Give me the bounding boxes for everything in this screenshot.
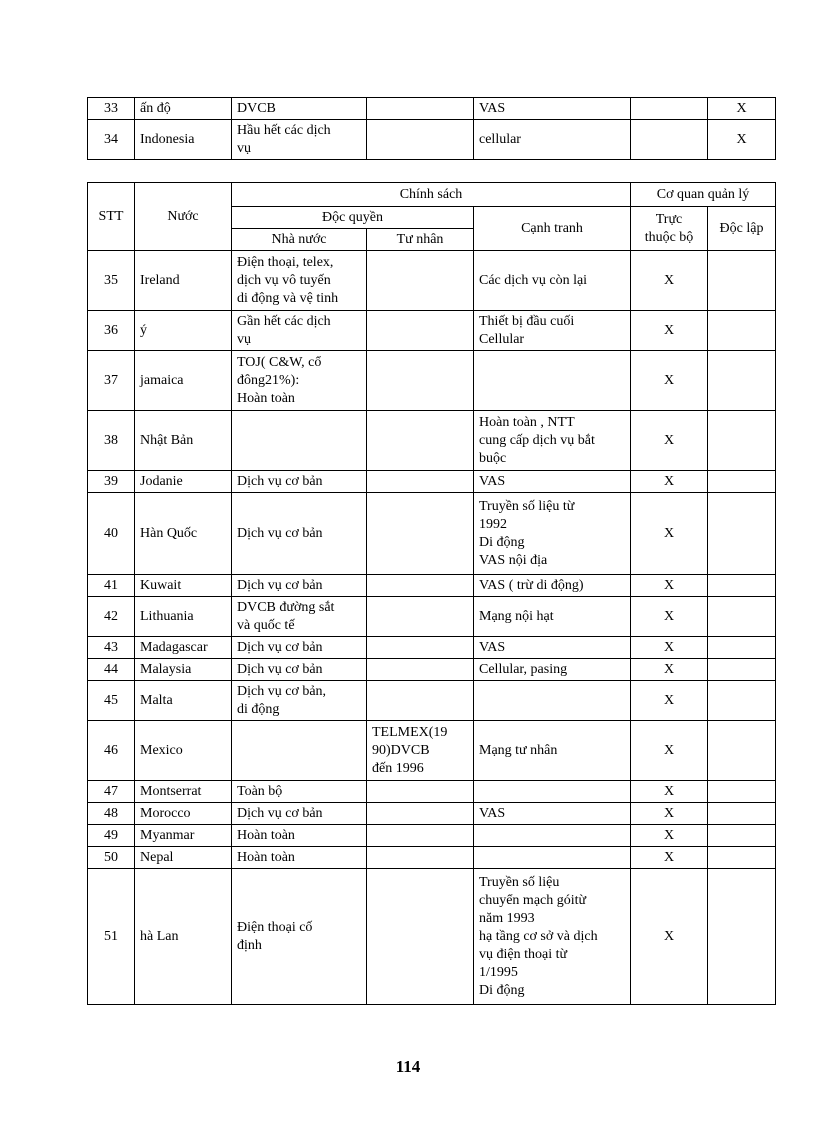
competition-cell: Thiết bị đầu cuối Cellular [474,311,631,351]
table-row [88,251,776,311]
stt-cell: 42 [88,597,135,637]
table-row [88,98,776,120]
competition-cell [474,825,631,847]
competition-cell [474,351,631,411]
table-row [88,471,776,493]
independent-cell [708,493,776,575]
private-monopoly-cell [367,825,474,847]
stt-cell: 49 [88,825,135,847]
ministry-cell: X [631,575,708,597]
independent-cell [708,681,776,721]
private-monopoly-cell: TELMEX(19 90)DVCB đến 1996 [367,721,474,781]
private-monopoly-cell [367,847,474,869]
table-row [88,869,776,1005]
ministry-cell [631,98,708,120]
stt-cell: 45 [88,681,135,721]
independent-cell [708,637,776,659]
private-monopoly-cell [367,471,474,493]
ministry-cell: X [631,597,708,637]
country-cell: Madagascar [135,637,232,659]
competition-cell: Các dịch vụ còn lại [474,251,631,311]
stt-cell: 33 [88,98,135,120]
country-cell: Ireland [135,251,232,311]
ministry-cell: X [631,781,708,803]
ministry-cell: X [631,471,708,493]
country-cell: Indonesia [135,120,232,160]
header-state: Nhà nước [232,229,367,251]
stt-cell: 44 [88,659,135,681]
state-monopoly-cell [232,721,367,781]
country-cell: Nhật Bản [135,411,232,471]
independent-cell: X [708,98,776,120]
state-monopoly-cell: DVCB [232,98,367,120]
state-monopoly-cell [232,411,367,471]
private-monopoly-cell [367,311,474,351]
state-monopoly-cell: Điện thoại, telex, dịch vụ vô tuyến di động và vệ tinh [232,251,367,311]
country-cell: Nepal [135,847,232,869]
independent-cell [708,597,776,637]
independent-cell [708,803,776,825]
stt-cell: 38 [88,411,135,471]
competition-cell: VAS [474,471,631,493]
country-cell: Lithuania [135,597,232,637]
private-monopoly-cell [367,781,474,803]
stt-cell: 39 [88,471,135,493]
header-country: Nước [135,183,232,251]
header-authority: Cơ quan quản lý [631,183,776,207]
state-monopoly-cell: Dịch vụ cơ bản [232,803,367,825]
ministry-cell: X [631,825,708,847]
header-monopoly: Độc quyền [232,207,474,229]
header-policy: Chính sách [232,183,631,207]
independent-cell [708,471,776,493]
ministry-cell [631,120,708,160]
table-row [88,597,776,637]
table-row [88,493,776,575]
ministry-cell: X [631,681,708,721]
stt-cell: 40 [88,493,135,575]
country-cell: Kuwait [135,575,232,597]
ministry-cell: X [631,351,708,411]
independent-cell [708,847,776,869]
independent-cell [708,659,776,681]
ministry-cell: X [631,251,708,311]
private-monopoly-cell [367,869,474,1005]
stt-cell: 35 [88,251,135,311]
state-monopoly-cell: Hầu hết các dịch vụ [232,120,367,160]
state-monopoly-cell: Dịch vụ cơ bản [232,575,367,597]
competition-cell: Mạng nội hạt [474,597,631,637]
header-stt: STT [88,183,135,251]
table-row [88,847,776,869]
table-row [88,575,776,597]
competition-cell: Cellular, pasing [474,659,631,681]
table-row [88,825,776,847]
state-monopoly-cell: Dịch vụ cơ bản, di động [232,681,367,721]
private-monopoly-cell [367,681,474,721]
stt-cell: 43 [88,637,135,659]
stt-cell: 41 [88,575,135,597]
private-monopoly-cell [367,597,474,637]
table-row [88,721,776,781]
country-cell: Mexico [135,721,232,781]
stt-cell: 47 [88,781,135,803]
competition-cell [474,781,631,803]
header-competition: Cạnh tranh [474,207,631,251]
country-cell: Myanmar [135,825,232,847]
ministry-cell: X [631,659,708,681]
page-number: 114 [395,1057,421,1076]
state-monopoly-cell: Dịch vụ cơ bản [232,659,367,681]
table-row [88,120,776,160]
private-monopoly-cell [367,351,474,411]
competition-cell: Mạng tư nhân [474,721,631,781]
stt-cell: 48 [88,803,135,825]
private-monopoly-cell [367,659,474,681]
table-row [88,681,776,721]
competition-cell: Truyền số liệu chuyển mạch góitừ năm 1993 hạ tầng cơ sở và dịch vụ điện thoại từ 1/1995 Di động [474,869,631,1005]
independent-cell [708,721,776,781]
country-cell: ý [135,311,232,351]
independent-cell [708,869,776,1005]
competition-cell: Truyền số liệu từ 1992 Di động VAS nội địa [474,493,631,575]
state-monopoly-cell: TOJ( C&W, cổ đông21%): Hoàn toàn [232,351,367,411]
independent-cell [708,411,776,471]
ministry-cell: X [631,721,708,781]
independent-cell [708,781,776,803]
header-ministry: Trực thuộc bộ [631,207,708,251]
stt-cell: 34 [88,120,135,160]
table-row [88,781,776,803]
table-row [88,803,776,825]
ministry-cell: X [631,311,708,351]
country-cell: Hàn Quốc [135,493,232,575]
country-cell: hà Lan [135,869,232,1005]
country-cell: Morocco [135,803,232,825]
ministry-cell: X [631,869,708,1005]
country-cell: Malaysia [135,659,232,681]
ministry-cell: X [631,411,708,471]
competition-cell [474,681,631,721]
table-row [88,311,776,351]
competition-cell: VAS [474,637,631,659]
table-row [88,411,776,471]
independent-cell [708,825,776,847]
private-monopoly-cell [367,803,474,825]
ministry-cell: X [631,847,708,869]
country-cell: Montserrat [135,781,232,803]
private-monopoly-cell [367,251,474,311]
ministry-cell: X [631,493,708,575]
independent-cell [708,311,776,351]
telecom-policy-table [87,182,776,1005]
stt-cell: 36 [88,311,135,351]
competition-cell [474,847,631,869]
country-cell: Jodanie [135,471,232,493]
stt-cell: 46 [88,721,135,781]
competition-cell: VAS ( trừ di động) [474,575,631,597]
state-monopoly-cell: Dịch vụ cơ bản [232,493,367,575]
private-monopoly-cell [367,493,474,575]
state-monopoly-cell: Gần hết các dịch vụ [232,311,367,351]
country-cell: jamaica [135,351,232,411]
independent-cell [708,251,776,311]
private-monopoly-cell [367,120,474,160]
table-row [88,637,776,659]
private-monopoly-cell [367,575,474,597]
telecom-policy-table-continued [87,97,776,160]
competition-cell: cellular [474,120,631,160]
state-monopoly-cell: Dịch vụ cơ bản [232,637,367,659]
independent-cell: X [708,120,776,160]
private-monopoly-cell [367,637,474,659]
table-row [88,351,776,411]
ministry-cell: X [631,803,708,825]
state-monopoly-cell: Dịch vụ cơ bản [232,471,367,493]
independent-cell [708,351,776,411]
competition-cell: VAS [474,98,631,120]
table-row [88,659,776,681]
stt-cell: 50 [88,847,135,869]
private-monopoly-cell [367,98,474,120]
state-monopoly-cell: Hoàn toàn [232,825,367,847]
header-private: Tư nhân [367,229,474,251]
independent-cell [708,575,776,597]
ministry-cell: X [631,637,708,659]
competition-cell: Hoàn toàn , NTT cung cấp dịch vụ bắt buộc [474,411,631,471]
stt-cell: 51 [88,869,135,1005]
state-monopoly-cell: Toàn bộ [232,781,367,803]
state-monopoly-cell: Điện thoại cố định [232,869,367,1005]
competition-cell: VAS [474,803,631,825]
stt-cell: 37 [88,351,135,411]
country-cell: ấn độ [135,98,232,120]
header-independent: Độc lập [708,207,776,251]
state-monopoly-cell: Hoàn toàn [232,847,367,869]
state-monopoly-cell: DVCB đường sắt và quốc tế [232,597,367,637]
private-monopoly-cell [367,411,474,471]
country-cell: Malta [135,681,232,721]
